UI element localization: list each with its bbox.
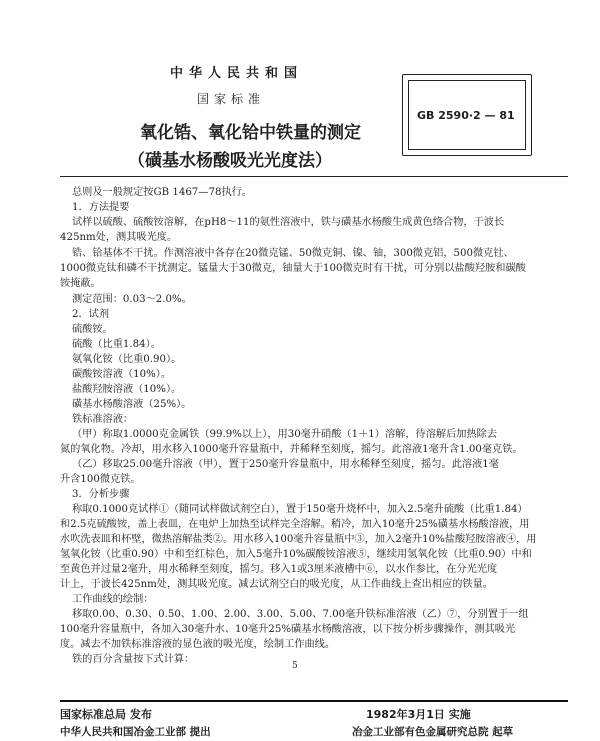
header-divider [60, 176, 568, 177]
standard-code-box [402, 74, 532, 156]
drafter-line: 冶金工业部有色金属研究总院 起草 [352, 726, 514, 738]
body-line: 总则及一般规定按GB 1467—78执行。 [72, 187, 253, 198]
footer-divider [60, 700, 568, 702]
body-line: 测定范围：0.03～2.0%。 [72, 294, 192, 305]
document-title: 氧化锆、氧化铪中铁量的测定 [140, 123, 361, 143]
page-number: 5 [292, 661, 298, 671]
body-line: 铵掩蔽。 [60, 278, 101, 289]
document-subtitle: （磺基水杨酸吸光光度法） [128, 151, 332, 171]
reagent-item: 铁标准溶液： [72, 414, 134, 425]
body-line: 和2.5克硫酸铵，盖上表皿，在电炉上加热至试样完全溶解。稍冷，加入10毫升25%磺基水杨酸溶液，用 [60, 519, 530, 530]
standard-label: 国家标准 [197, 92, 266, 106]
body-line: 试样以硫酸、硫酸铵溶解，在pH8～11的氨性溶液中，铁与磺基水杨酸生成黄色络合物，于波长 [72, 217, 505, 228]
standard-code-frame [408, 80, 526, 150]
reagent-item: 盐酸羟胺溶液（10%）。 [72, 384, 182, 395]
body-line: 锆、铪基体不干扰。作测溶液中各存在20微克锰、50微克铜、镍、铀，300微克铝，500微克钍、 [72, 248, 514, 259]
body-line: 升含100微克铁。 [60, 474, 141, 485]
body-line: 氮的氧化物。冷却，用水移入1000毫升容量瓶中，并稀释至刻度，摇匀。此溶液1毫升含1.00毫克铁。 [60, 444, 523, 455]
body-line: 工作曲线的绘制： [72, 594, 154, 605]
reagent-item: 磺基水杨酸溶液（25%）。 [72, 399, 192, 410]
body-line: 氢氧化铵（比重0.90）中和至红棕色，加入5毫升10%碳酸铵溶液⑤，继续用氢氧化铵（比重0.90）中和 [60, 549, 532, 560]
reagent-item: 硫酸（比重1.84）。 [72, 339, 161, 350]
section-heading: 1．方法提要 [72, 202, 130, 213]
section-heading: 3．分析步骤 [72, 489, 130, 500]
body-line: 铁的百分含量按下式计算： [72, 654, 195, 665]
body-line: 水吹洗表皿和杯壁，微热溶解盐类②。用水移入100毫升容量瓶中③，加入2毫升10%盐酸羟胺溶液④，用 [60, 534, 537, 545]
reagent-item: 碳酸铵溶液（10%）。 [72, 369, 172, 380]
body-line: （乙）移取25.00毫升溶液（甲），置于250毫升容量瓶中，用水稀释至刻度，摇匀。此溶液1毫 [72, 459, 499, 470]
body-line: 度。减去不加铁标准溶液的显色液的吸光度，绘制工作曲线。 [60, 639, 336, 650]
body-line: 1000微克钛和磷不干扰测定。锰量大于30微克，铀量大于100微克时有干扰，可分别以盐酸羟胺和碳酸 [60, 263, 526, 274]
section-heading: 2．试剂 [72, 309, 110, 320]
body-line: 移取0.00、0.30、0.50、1.00、2.00、3.00、5.00、7.00毫升铁标准溶液（乙）⑦，分别置于一组 [72, 609, 529, 620]
body-line: 100毫升容量瓶中，各加入30毫升水、10毫升25%磺基水杨酸溶液，以下按分析步骤操作，测其吸光 [60, 624, 516, 635]
body-line: （甲）称取1.0000克金属铁（99.9%以上），用30毫升硝酸（1＋1）溶解，待溶解后加热除去 [72, 429, 498, 440]
reagent-item: 硫酸铵。 [72, 324, 113, 335]
effective-date-line: 1982年3月1日 实施 [366, 708, 471, 721]
country-name: 中华人民共和国 [170, 66, 304, 81]
body-line: 至黄色并过量2毫升，用水稀释至刻度，摇匀。移入1或3厘米液槽中⑥，以水作参比，在分光光度 [60, 564, 498, 575]
body-line: 425nm处，测其吸光度。 [60, 232, 178, 243]
proposer-line: 中华人民共和国冶金工业部 提出 [60, 726, 211, 738]
standard-code: GB 2590·2 — 81 [417, 109, 515, 122]
body-line: 计上，于波长425nm处，测其吸光度。减去试剂空白的吸光度，从工作曲线上查出相应的铁量。 [60, 579, 493, 590]
reagent-item: 氨氧化铵（比重0.90）。 [72, 354, 182, 365]
body-line: 称取0.1000克试样①（随同试样做试剂空白），置于150毫升烧杯中，加入2.5毫升硫酸（比重1.84） [72, 504, 528, 515]
publisher-line: 国家标准总局 发布 [60, 708, 152, 721]
